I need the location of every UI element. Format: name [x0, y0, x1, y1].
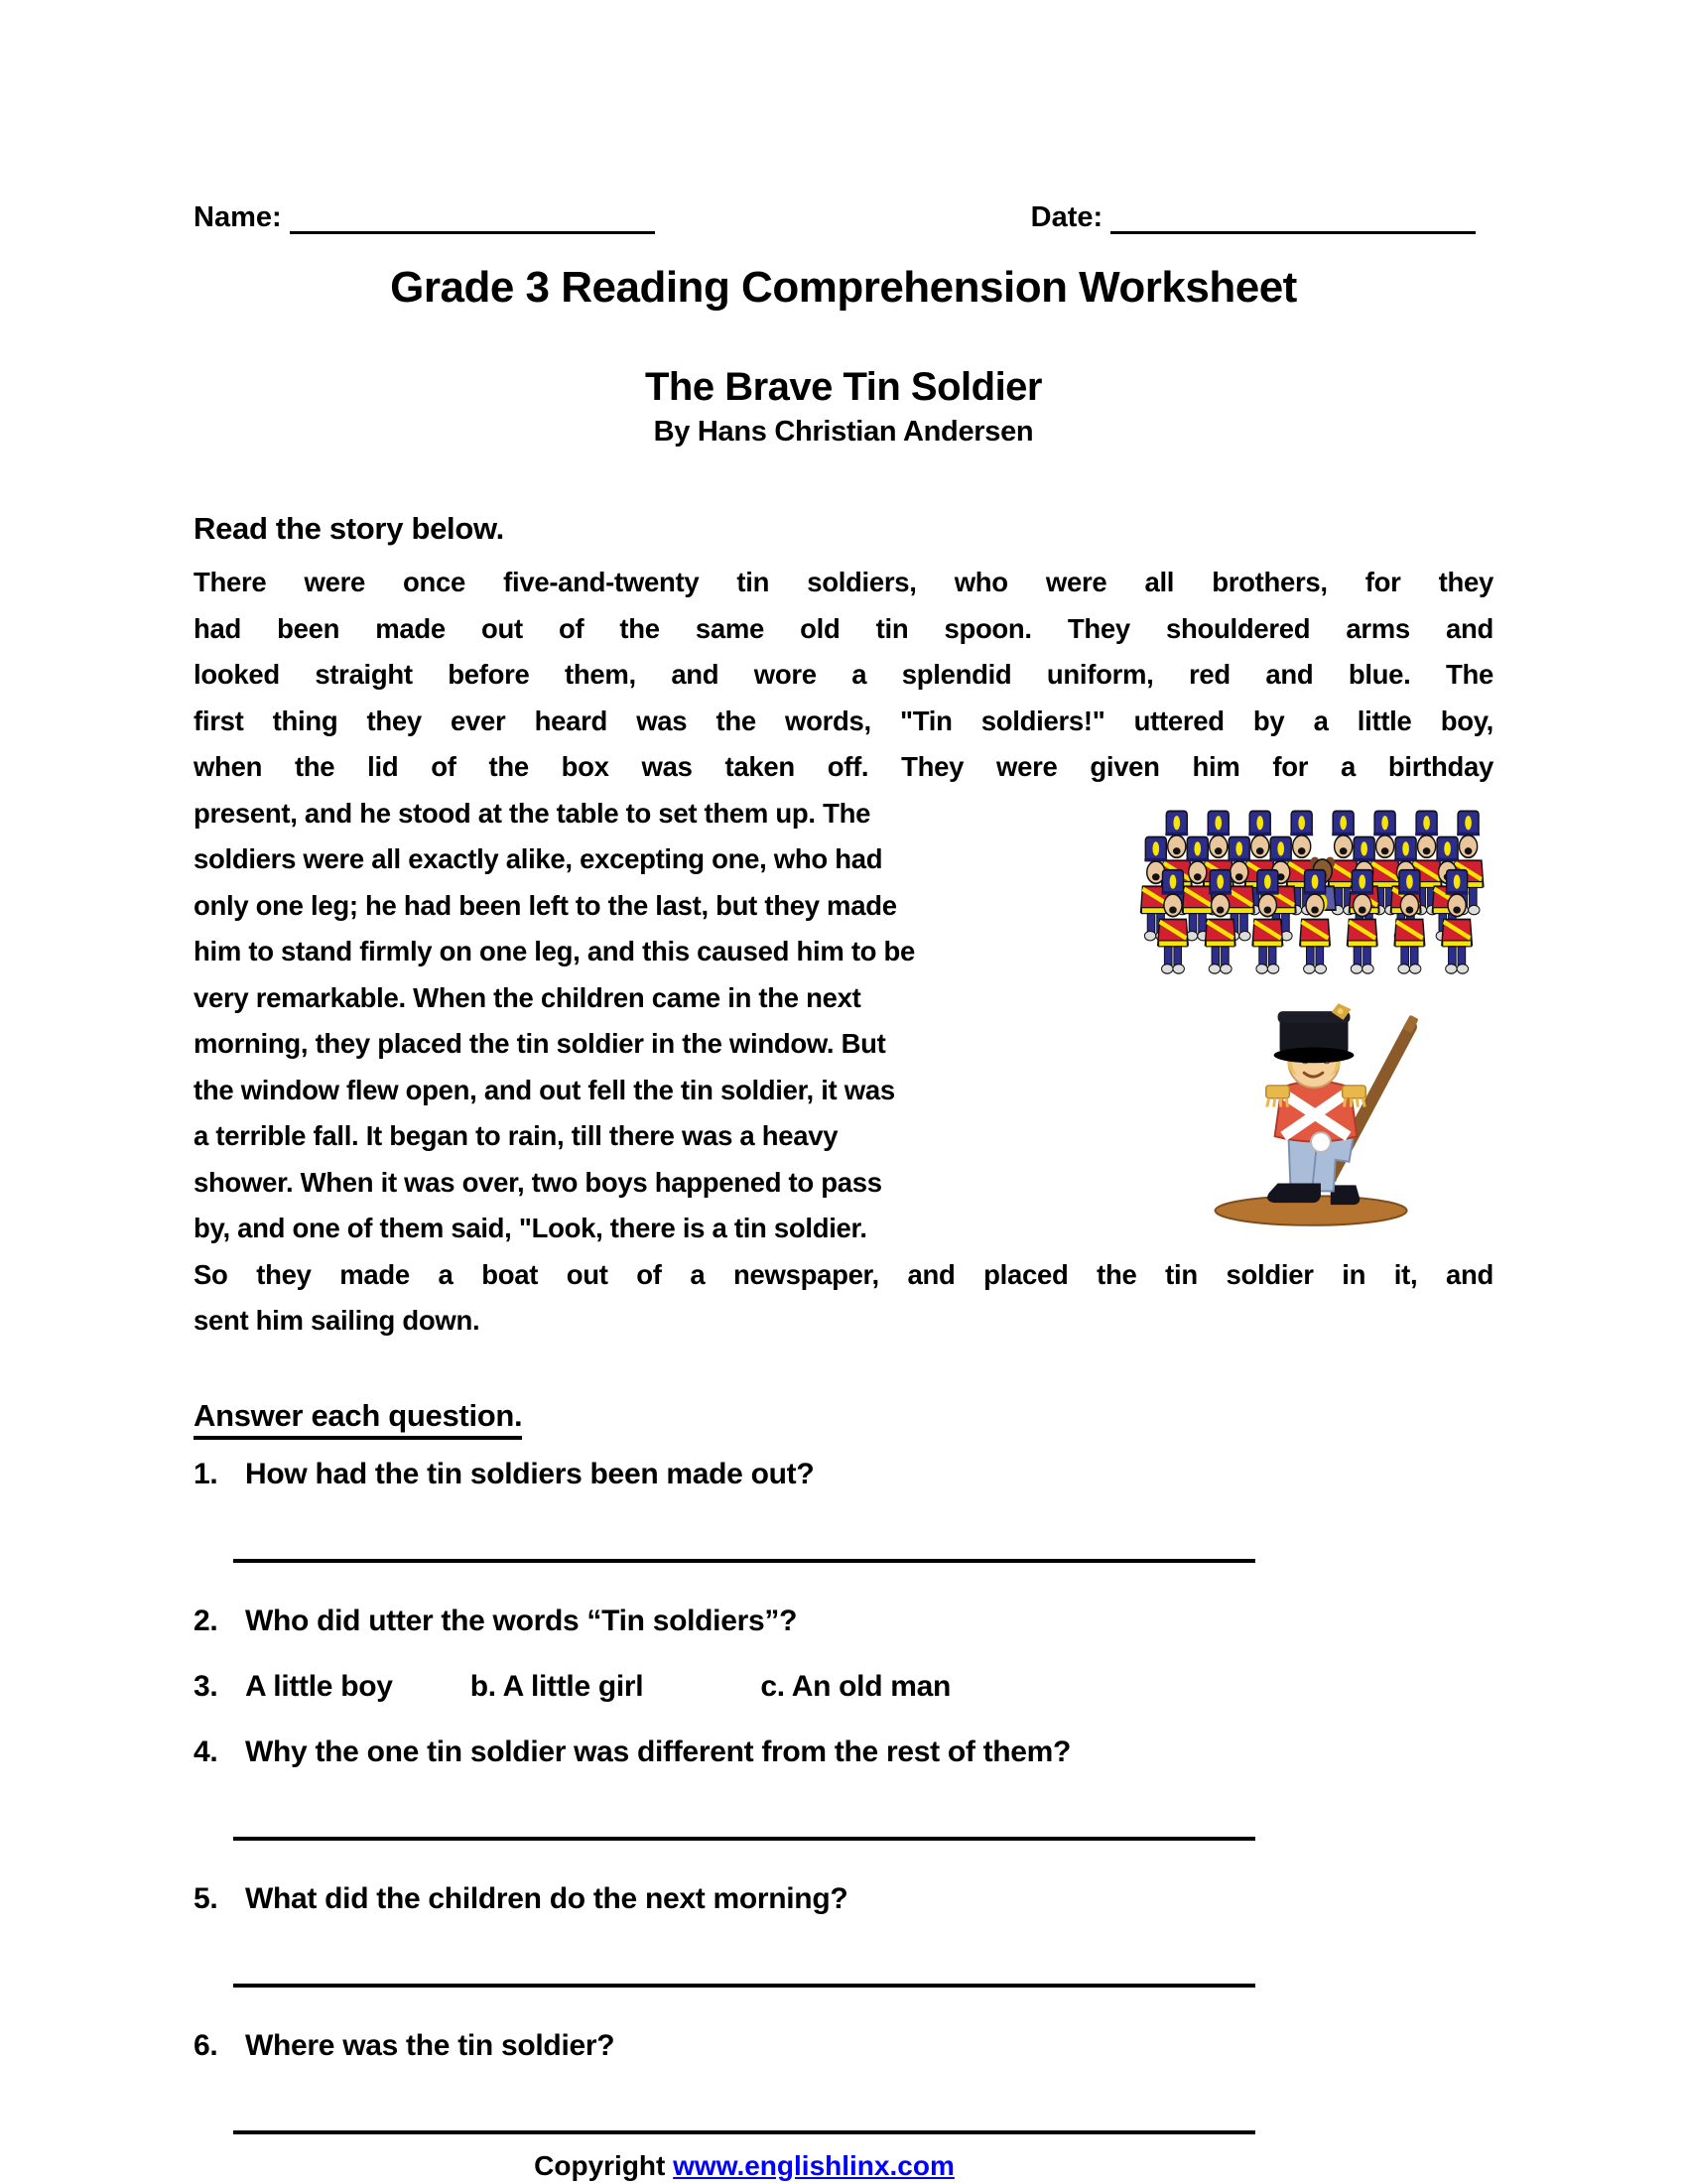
question-number: 3. — [194, 1669, 218, 1703]
story-line: first thing they ever heard was the words, "Tin soldiers!" uttered by a little boy, — [194, 705, 1493, 736]
question-text: Why the one tin soldier was different from the rest of them? — [245, 1734, 1072, 1768]
tin-soldiers-group-illustration — [1131, 809, 1500, 985]
story-title: The Brave Tin Soldier — [645, 365, 1042, 409]
story-line: a terrible fall. It began to rain, till there was a heavy — [194, 1120, 839, 1151]
name-label: Name: — [194, 201, 282, 233]
question-text: How had the tin soldiers been made out? — [245, 1457, 815, 1490]
story-line: by, and one of them said, "Look, there is a tin soldier. — [194, 1213, 867, 1243]
story-line: only one leg; he had been left to the last, but they made — [194, 889, 897, 921]
tin-soldier-illustration — [1184, 999, 1448, 1229]
story-wrapped-text — [194, 791, 1131, 1252]
questions-heading: Answer each question. — [194, 1394, 1493, 1438]
story-line: the window flew open, and out fell the tin soldier, it was — [194, 1074, 895, 1105]
question-text: Where was the tin soldier? — [245, 2028, 615, 2062]
question-number: 5. — [194, 1881, 218, 1915]
question-number: 1. — [194, 1457, 218, 1490]
name-blank-line — [290, 201, 655, 234]
choice-a: A little boy — [245, 1669, 393, 1703]
story-line: So they made a boat out of a newspaper, and placed the tin soldier in it, and — [194, 1258, 1493, 1290]
story-paragraph-end — [194, 1252, 1493, 1345]
copyright-footer — [233, 2148, 1255, 2184]
story-line: when the lid of the box was taken off. They were given him for a birthday — [194, 751, 1493, 782]
worksheet-title: Grade 3 Reading Comprehension Worksheet — [390, 263, 1297, 312]
question-6 — [194, 2025, 1493, 2067]
answer-blank-line — [233, 2130, 1255, 2134]
choice-c: c. An old man — [760, 1669, 952, 1703]
story-line: There were once five-and-twenty tin soldiers, who were all brothers, for they — [194, 567, 1493, 597]
date-label: Date: — [1030, 201, 1103, 233]
question-5 — [194, 1878, 1493, 1920]
story-illustrations — [1131, 791, 1500, 1252]
question-number: 2. — [194, 1604, 218, 1637]
question-number: 4. — [194, 1734, 218, 1768]
answer-blank-line — [233, 1559, 1255, 1563]
question-number: 6. — [194, 2028, 218, 2062]
story-byline: By Hans Christian Andersen — [653, 416, 1034, 448]
story-line: had been made out of the same old tin spoon. They shouldered arms and — [194, 612, 1493, 644]
date-blank-line — [1110, 201, 1476, 234]
question-text: Who did utter the words “Tin soldiers”? — [245, 1604, 798, 1637]
story-line: soldiers were all exactly alike, excepting one, who had — [194, 843, 883, 874]
question-1 — [194, 1454, 1493, 1495]
story-line: shower. When it was over, two boys happened to pass — [194, 1166, 882, 1198]
answer-choices — [245, 1666, 1493, 1708]
englishlinx-link[interactable]: www.englishlinx.com — [673, 2149, 955, 2181]
read-instruction: Read the story below. — [194, 511, 504, 546]
story-wrapped-section — [194, 791, 1493, 1252]
question-4 — [194, 1732, 1493, 1773]
question-text: What did the children do the next morning? — [245, 1881, 848, 1915]
name-date-header — [194, 198, 1493, 234]
story-line: very remarkable. When the children came in the next — [194, 981, 861, 1013]
copyright-label: Copyright — [534, 2149, 666, 2181]
answer-blank-line — [233, 1984, 1255, 1988]
question-2 — [194, 1601, 1493, 1642]
question-3 — [194, 1666, 1493, 1708]
answer-blank-line — [233, 1837, 1255, 1841]
story-text — [194, 560, 1493, 1345]
story-line: him to stand firmly on one leg, and this caused him to be — [194, 936, 916, 966]
story-paragraph-full — [194, 560, 1493, 791]
story-line: sent him sailing down. — [194, 1305, 480, 1336]
story-line: morning, they placed the tin soldier in the window. But — [194, 1028, 886, 1059]
story-line: looked straight before them, and wore a splendid uniform, red and blue. The — [194, 659, 1493, 690]
story-line: present, and he stood at the table to set them up. The — [194, 797, 871, 829]
choice-b: b. A little girl — [469, 1669, 644, 1703]
